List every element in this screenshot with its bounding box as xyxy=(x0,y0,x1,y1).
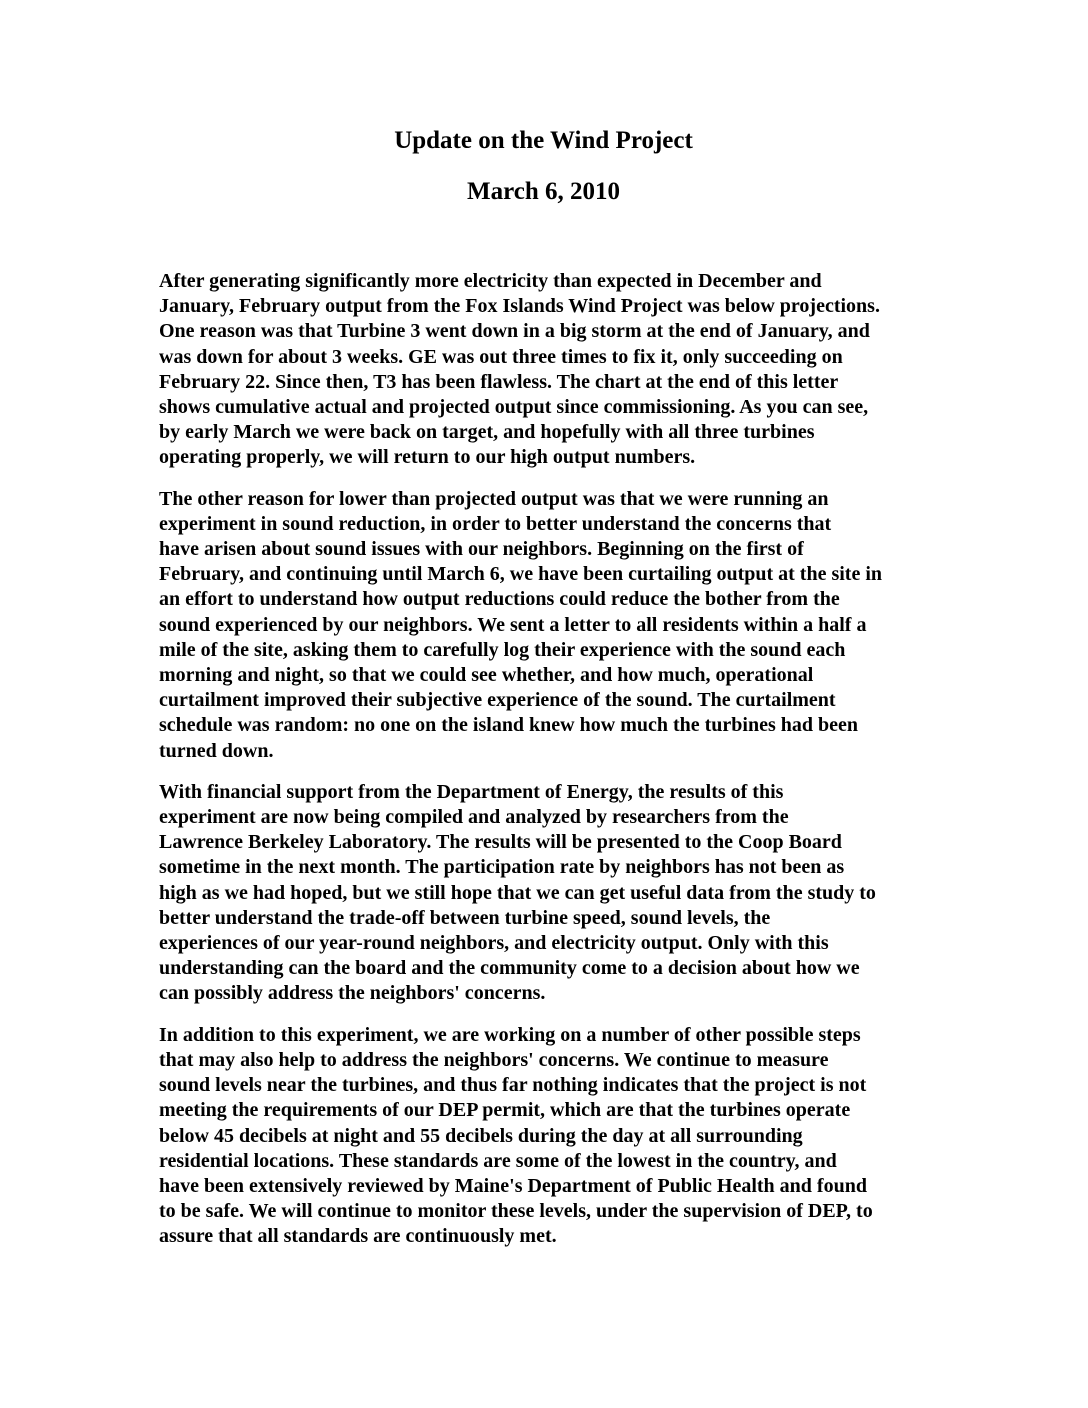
paragraph xyxy=(159,487,928,764)
paragraph xyxy=(159,269,928,471)
paragraph-line: high as we had hoped, but we still hope that we can get useful data from the study to xyxy=(159,881,876,904)
paragraph-line: better understand the trade-off between turbine speed, sound levels, the xyxy=(159,906,771,929)
paragraph-line: In addition to this experiment, we are working on a number of other possible steps xyxy=(159,1023,861,1046)
paragraph-line: After generating significantly more electricity than expected in December and xyxy=(159,270,822,292)
paragraph-line: by early March we were back on target, and hopefully with all three turbines xyxy=(159,421,815,444)
paragraph-line: curtailment improved their subjective experience of the sound. The curtailment xyxy=(159,689,836,712)
paragraph-line: One reason was that Turbine 3 went down in a big storm at the end of January, and xyxy=(159,320,870,343)
paragraph-line: that may also help to address the neighbors' concerns. We continue to measure xyxy=(159,1048,829,1071)
paragraph-line: turned down. xyxy=(159,739,274,762)
paragraph-line: assure that all standards are continuously met. xyxy=(159,1225,557,1248)
paragraph-line: experiences of our year-round neighbors, and electricity output. Only with this xyxy=(159,932,829,955)
paragraph-line: shows cumulative actual and projected output since commissioning. As you can see, xyxy=(159,396,869,419)
paragraph-line: to be safe. We will continue to monitor these levels, under the supervision of DEP, to xyxy=(159,1200,873,1223)
paragraph-line: have arisen about sound issues with our neighbors. Beginning on the first of xyxy=(159,538,804,561)
paragraph-line: The other reason for lower than projected output was that we were running an xyxy=(159,487,829,510)
paragraph xyxy=(159,780,928,1007)
paragraph-line: below 45 decibels at night and 55 decibels during the day at all surrounding xyxy=(159,1124,803,1147)
document-title: Update on the Wind Project xyxy=(394,127,693,154)
paragraph-line: meeting the requirements of our DEP permit, which are that the turbines operate xyxy=(159,1099,851,1122)
paragraph-line: can possibly address the neighbors' concerns. xyxy=(159,982,546,1005)
paragraph-line: mile of the site, asking them to carefully log their experience with the sound each xyxy=(159,638,846,661)
paragraph-line: February 22. Since then, T3 has been flawless. The chart at the end of this letter xyxy=(159,370,839,393)
paragraph-line: Lawrence Berkeley Laboratory. The results will be presented to the Coop Board xyxy=(159,831,842,854)
paragraph-line: January, February output from the Fox Islands Wind Project was below projections. xyxy=(159,295,880,318)
paragraph xyxy=(159,1023,928,1250)
paragraph-line: sound levels near the turbines, and thus far nothing indicates that the project is not xyxy=(159,1074,867,1097)
paragraph-line: an effort to understand how output reductions could reduce the bother from the xyxy=(159,588,840,611)
paragraph-line: sometime in the next month. The participation rate by neighbors has not been as xyxy=(159,856,845,879)
document-body xyxy=(159,269,928,1250)
paragraph-line: experiment are now being compiled and analyzed by researchers from the xyxy=(159,806,789,829)
document-date: March 6, 2010 xyxy=(467,178,620,205)
paragraph-line: experiment in sound reduction, in order to better understand the concerns that xyxy=(159,512,832,535)
paragraph-line: was down for about 3 weeks. GE was out three times to fix it, only succeeding on xyxy=(159,345,843,368)
paragraph-line: February, and continuing until March 6, we have been curtailing output at the site in xyxy=(159,563,883,586)
paragraph-line: morning and night, so that we could see whether, and how much, operational xyxy=(159,664,814,687)
paragraph-line: schedule was random: no one on the island knew how much the turbines had been xyxy=(159,714,859,737)
paragraph-line: sound experienced by our neighbors. We sent a letter to all residents within a half a xyxy=(159,613,867,636)
paragraph-line: residential locations. These standards are some of the lowest in the country, and xyxy=(159,1149,837,1172)
paragraph-line: With financial support from the Department of Energy, the results of this xyxy=(159,780,784,803)
paragraph-line: have been extensively reviewed by Maine's Department of Public Health and found xyxy=(159,1174,867,1197)
paragraph-line: understanding can the board and the community come to a decision about how we xyxy=(159,957,860,980)
paragraph-line: operating properly, we will return to our high output numbers. xyxy=(159,446,696,469)
